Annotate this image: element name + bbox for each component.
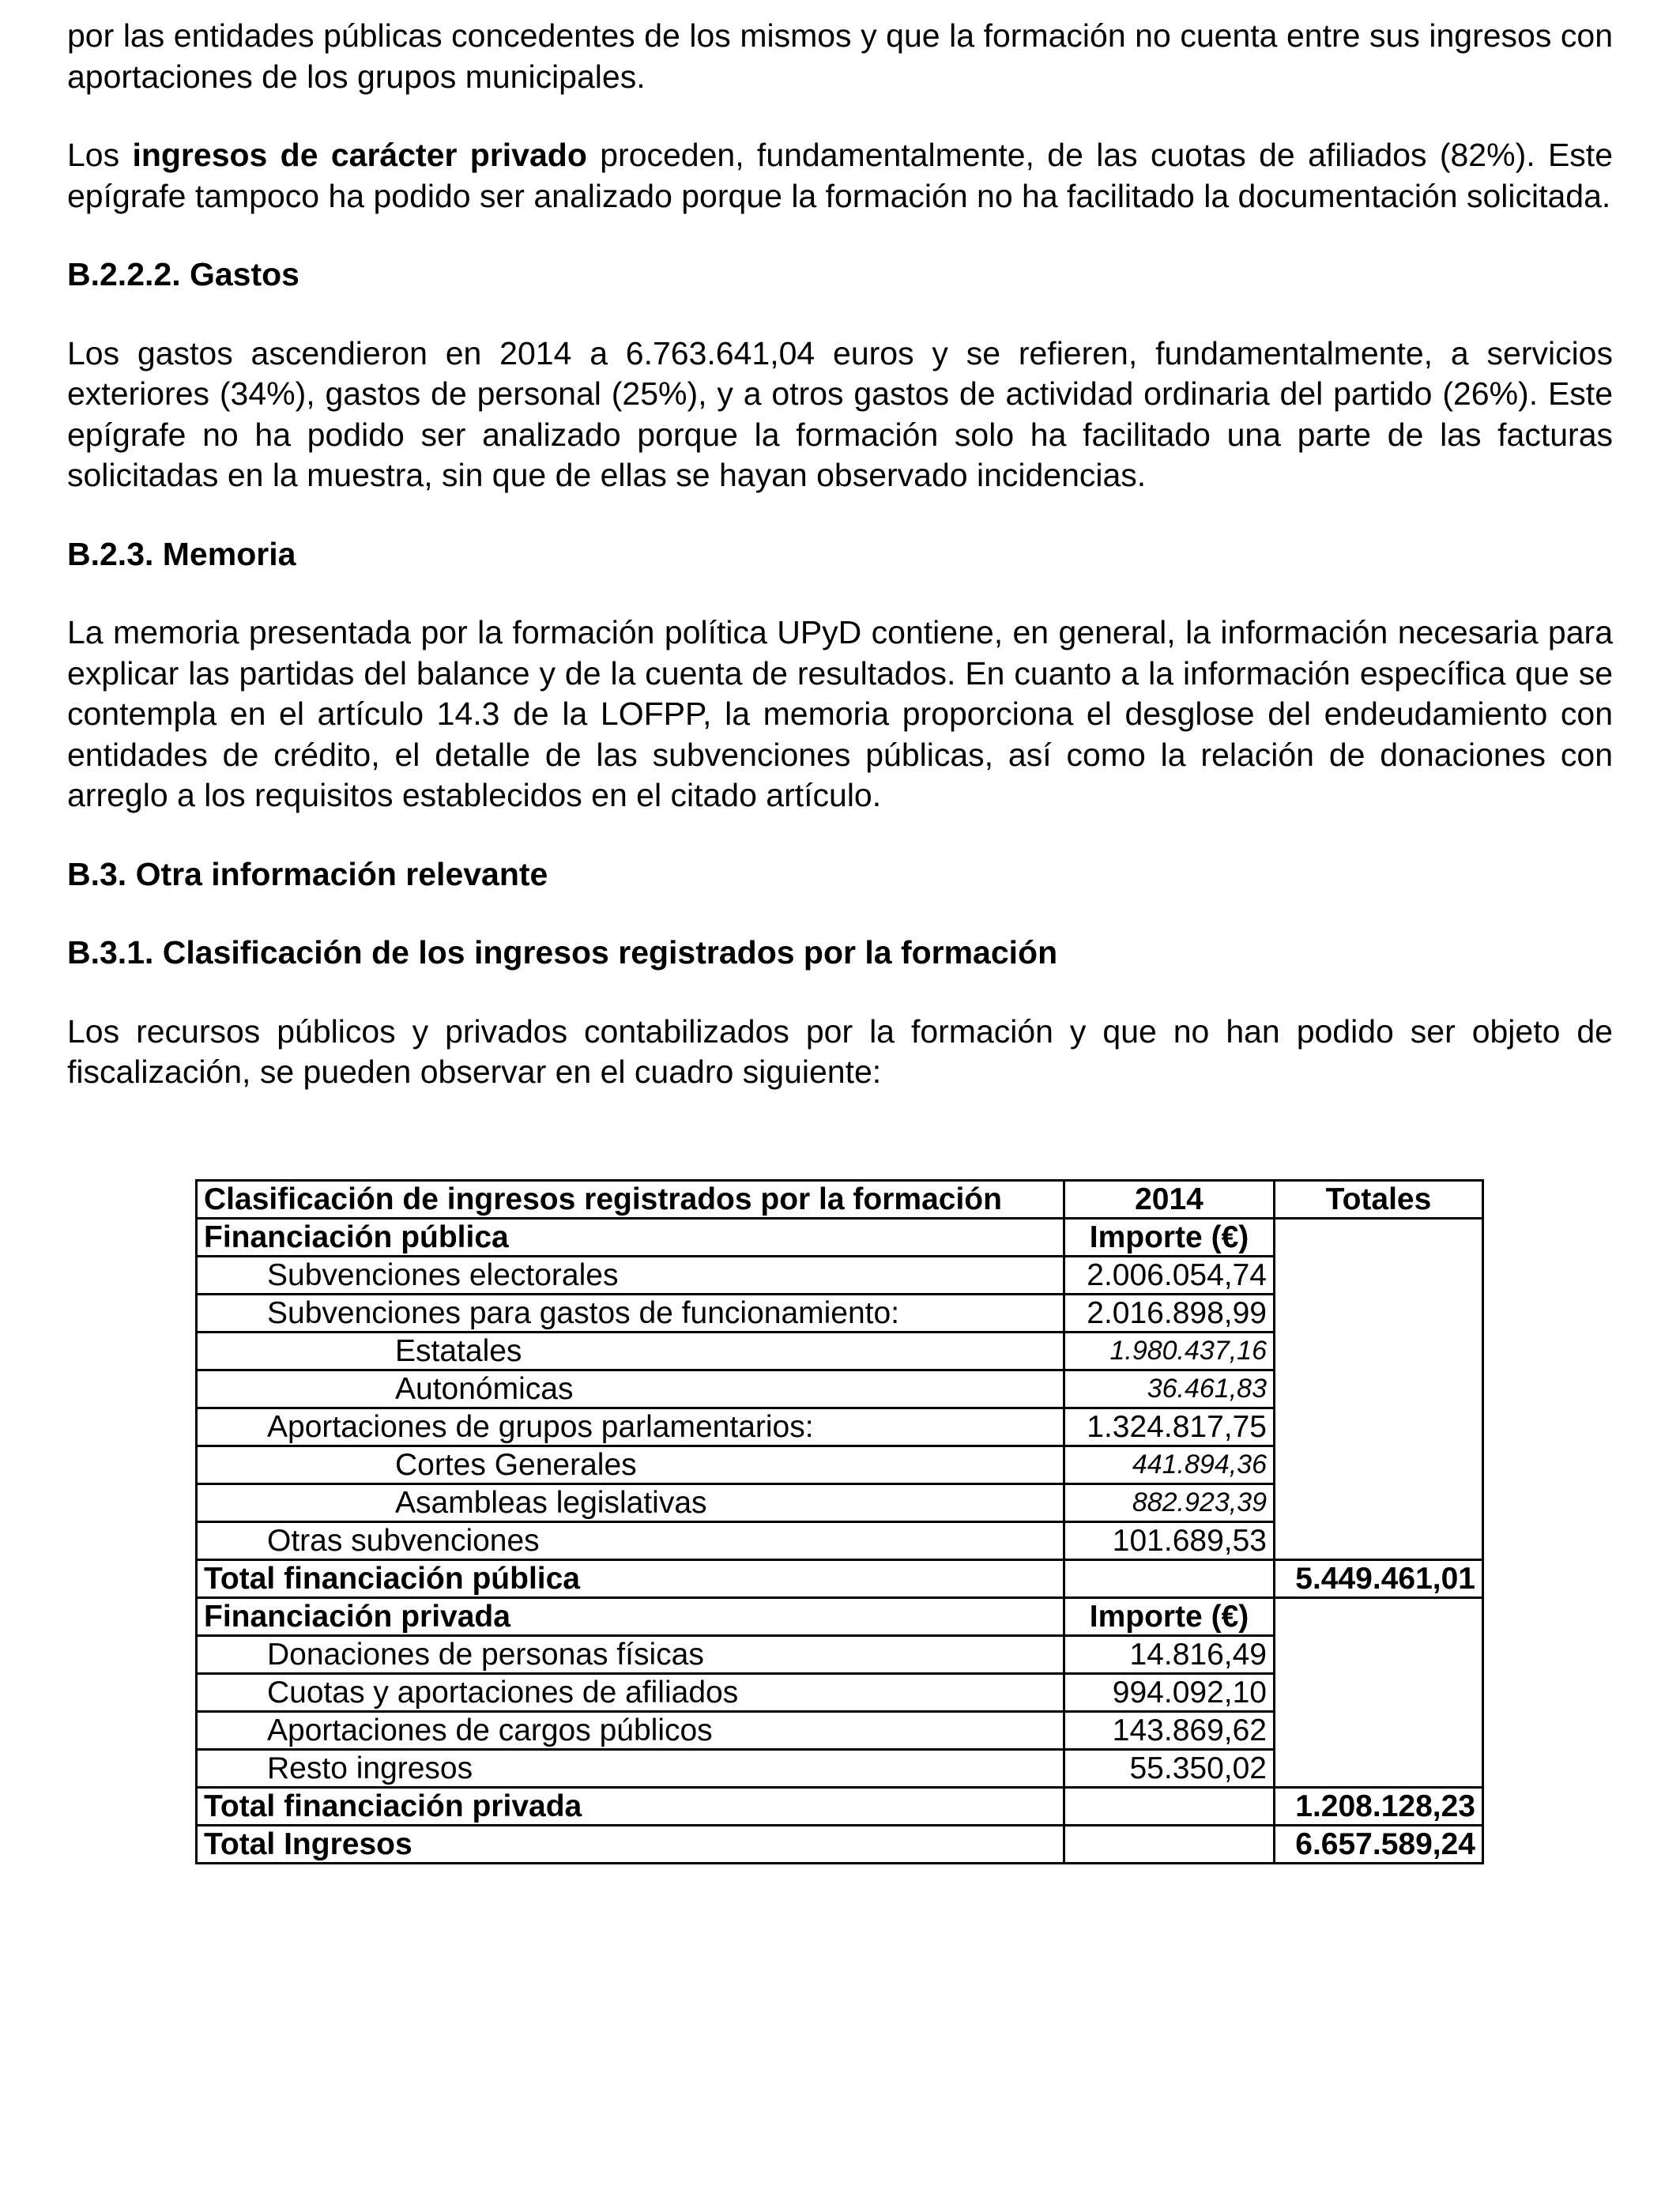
total-publica-blank [1064,1560,1275,1598]
row-value: 36.461,83 [1064,1370,1275,1408]
heading-otra-informacion: B.3. Otra información relevante [67,855,548,892]
document-page [67,16,1613,1093]
text-bold: ingresos de carácter privado [132,137,587,173]
row-label: Cortes Generales [197,1446,1064,1484]
heading-memoria: B.2.3. Memoria [67,535,296,572]
income-table [195,1179,1484,1864]
table-total-row [197,1560,1483,1598]
importe-label: Importe (€) [1064,1219,1275,1257]
text-post: proceden, fundamentalmente, de las cuotas de afiliados (82%). Este epígrafe tampoco ha podido ser analizado porque la formación no ha facilitado la documentación solicitada. [67,137,1613,214]
row-label: Autonómicas [197,1370,1064,1408]
row-value: 14.816,49 [1064,1636,1275,1674]
table-total-row [197,1788,1483,1826]
row-value: 55.350,02 [1064,1750,1275,1788]
row-value: 2.006.054,74 [1064,1257,1275,1295]
paragraph-subvenciones: por las entidades públicas concedentes de los mismos y que la formación no cuenta entre sus ingresos con aportaciones de los grupos municipales. [67,17,1613,95]
row-label: Donaciones de personas físicas [197,1636,1064,1674]
total-privada-label: Total financiación privada [197,1788,1064,1826]
row-value: 101.689,53 [1064,1522,1275,1560]
header-classification: Clasificación de ingresos registrados por la formación [197,1181,1064,1219]
table-section-row [197,1598,1483,1636]
total-publica-label: Total financiación pública [197,1560,1064,1598]
row-label: Otras subvenciones [197,1522,1064,1560]
row-value: 994.092,10 [1064,1674,1275,1712]
paragraph-ingresos-privados [67,135,1613,217]
header-year: 2014 [1064,1181,1275,1219]
text-pre: Los [67,137,133,173]
row-value: 2.016.898,99 [1064,1295,1275,1333]
totals-blank-cell [1275,1219,1483,1560]
paragraph-gastos: Los gastos ascendieron en 2014 a 6.763.641,04 euros y se refieren, fundamentalmente, a servicios exteriores (34%), gastos de personal (25%), y a otros gastos de actividad ordinaria del partido (26%). Este epígrafe no ha podido ser analizado porque la formación solo ha facilitado una parte de las facturas solicitadas en la muestra, sin que de ellas se hayan observado incidencias. [67,334,1613,493]
table-grand-total-row [197,1826,1483,1864]
total-ingresos-value: 6.657.589,24 [1275,1826,1483,1864]
row-label: Cuotas y aportaciones de afiliados [197,1674,1064,1712]
paragraph-cuadro: Los recursos públicos y privados contabilizados por la formación y que no han podido ser objeto de fiscalización, se pueden observar en el cuadro siguiente: [67,1012,1613,1090]
paragraph-memoria: La memoria presentada por la formación política UPyD contiene, en general, la información necesaria para explicar las partidas del balance y de la cuenta de resultados. En cuanto a la información específica que se contempla en el artículo 14.3 de la LOFPP, la memoria proporciona el desglose del endeudamiento con entidades de crédito, el detalle de las subvenciones públicas, así como la relación de donaciones con arreglo a los requisitos establecidos en el citado artículo. [67,614,1613,813]
row-value: 441.894,36 [1064,1446,1275,1484]
table-header-row [197,1181,1483,1219]
total-ingresos-blank [1064,1826,1275,1864]
row-label: Subvenciones para gastos de funcionamiento: [197,1295,1064,1333]
total-publica-value: 5.449.461,01 [1275,1560,1483,1598]
row-label: Asambleas legislativas [197,1484,1064,1522]
row-label: Subvenciones electorales [197,1257,1064,1295]
total-ingresos-label: Total Ingresos [197,1826,1064,1864]
section-title-privada: Financiación privada [197,1598,1064,1636]
heading-gastos: B.2.2.2. Gastos [67,256,299,292]
importe-label: Importe (€) [1064,1598,1275,1636]
section-title-publica: Financiación pública [197,1219,1064,1257]
total-privada-value: 1.208.128,23 [1275,1788,1483,1826]
row-label: Aportaciones de cargos públicos [197,1712,1064,1750]
row-value: 882.923,39 [1064,1484,1275,1522]
row-label: Resto ingresos [197,1750,1064,1788]
heading-clasificacion: B.3.1. Clasificación de los ingresos registrados por la formación [67,934,1058,971]
totals-blank-cell [1275,1598,1483,1788]
row-value: 143.869,62 [1064,1712,1275,1750]
row-label: Estatales [197,1333,1064,1370]
header-totals: Totales [1275,1181,1483,1219]
row-label: Aportaciones de grupos parlamentarios: [197,1408,1064,1446]
total-privada-blank [1064,1788,1275,1826]
table-section-row [197,1219,1483,1257]
row-value: 1.324.817,75 [1064,1408,1275,1446]
row-value: 1.980.437,16 [1064,1333,1275,1370]
